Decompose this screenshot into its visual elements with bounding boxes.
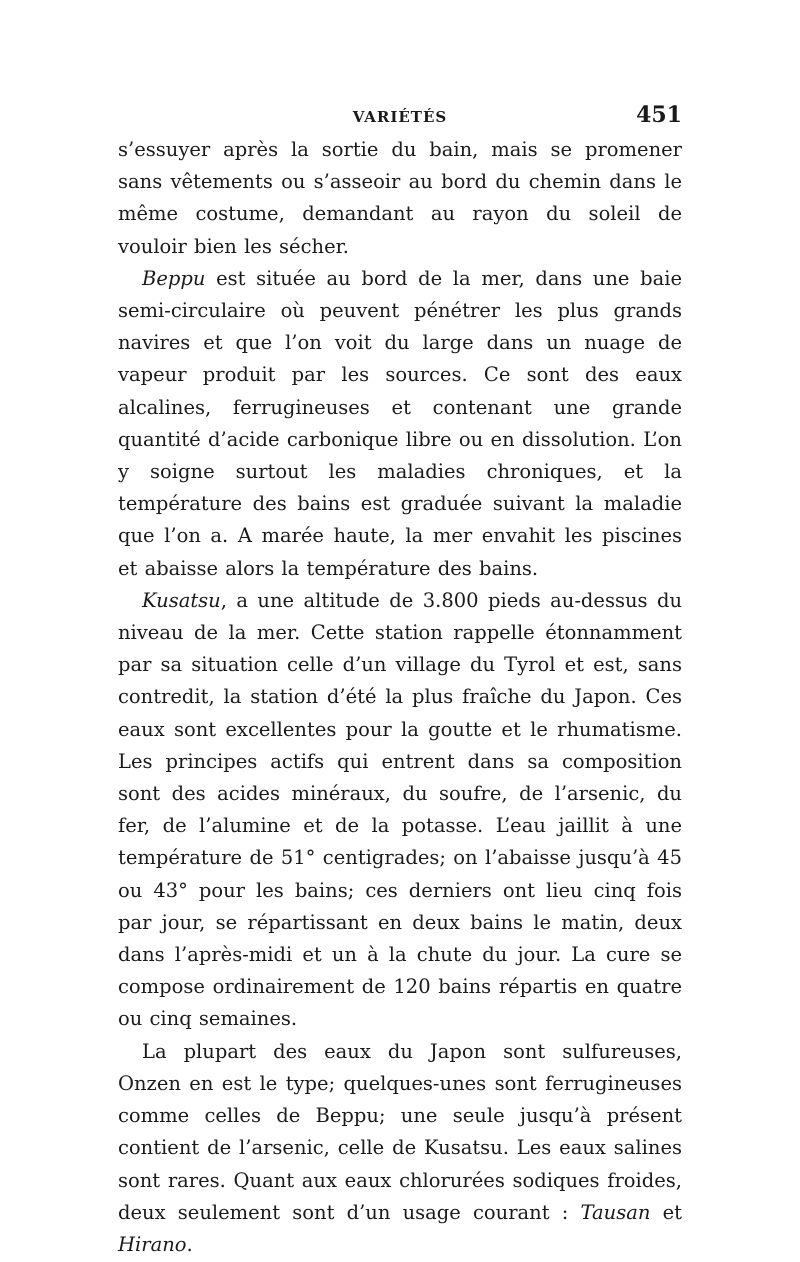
- paragraph-text: La plupart des eaux du Japon sont sulfureuses, Onzen en est le type; quelques-unes sont ferrugineuses comme celles de Beppu; une seule jusqu’à présent contient de l’arsenic, celle de Kusatsu. Les eaux salines sont rares. Quant aux eaux chlorurées sodiques froides, deux seulement sont d’un usage courant :: [118, 1039, 682, 1224]
- paragraph-3-kusatsu: [118, 585, 682, 1036]
- paragraph-text: .: [186, 1232, 193, 1256]
- page-number: 451: [636, 102, 682, 128]
- page-header: [118, 100, 682, 134]
- body-text: [118, 134, 682, 1261]
- place-name-beppu: Beppu: [142, 266, 206, 290]
- place-name-kusatsu: Kusatsu: [142, 588, 221, 612]
- paragraph-1: [118, 134, 682, 263]
- place-name-tausan: Tausan: [580, 1200, 651, 1224]
- paragraph-text: et: [650, 1200, 682, 1224]
- place-name-hirano: Hirano: [118, 1232, 187, 1256]
- paragraph-2-beppu: [118, 263, 682, 585]
- paragraph-text: , a une altitude de 3.800 pieds au-dessus du niveau de la mer. Cette station rappelle étonnamment par sa situation celle d’un village du Tyrol et est, sans contredit, la station d’été la plus fraîche du Japon. Ces eaux sont excellentes pour la goutte et le rhumatisme. Les principes actifs qui entrent dans sa composition sont des acides minéraux, du soufre, de l’arsenic, du fer, de l’alumine et de la potasse. L’eau jaillit à une température de 51° centigrades; on l’abaisse jusqu’à 45 ou 43° pour les bains; ces derniers ont lieu cinq fois par jour, se répartissant en deux bains le matin, deux dans l’après-midi et un à la chute du jour. La cure se compose ordinairement de 120 bains répartis en quatre ou cinq semaines.: [118, 588, 682, 1031]
- running-title: VARIÉTÉS: [352, 108, 448, 126]
- paragraph-4-summary: [118, 1036, 682, 1261]
- paragraph-text: est située au bord de la mer, dans une baie semi-circulaire où peuvent pénétrer les plus grands navires et que l’on voit du large dans un nuage de vapeur produit par les sources. Ce sont des eaux alcalines, ferrugineuses et contenant une grande quantité d’acide carbonique libre ou en dissolution. L’on y soigne surtout les maladies chroniques, et la température des bains est graduée suivant la maladie que l’on a. A marée haute, la mer envahit les piscines et abaisse alors la température des bains.: [118, 266, 682, 580]
- paragraph-text: s’essuyer après la sortie du bain, mais se promener sans vêtements ou s’asseoir au bord du chemin dans le même costume, demandant au rayon du soleil de vouloir bien les sécher.: [118, 138, 682, 258]
- book-page: [118, 100, 682, 1261]
